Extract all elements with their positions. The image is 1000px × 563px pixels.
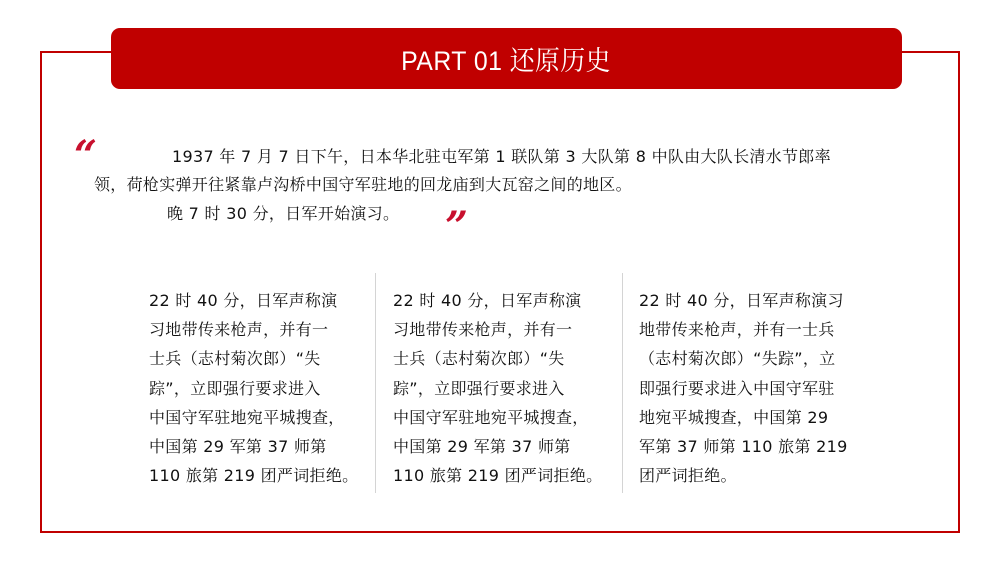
text-column-2 [393,286,602,490]
text-column-1 [149,286,358,490]
text-column-3 [639,286,848,490]
column-line: 中国守军驻地宛平城搜查， [149,407,345,427]
column-line: 中国守军驻地宛平城搜查， [393,407,589,427]
column-line: 士兵（志村菊次郎）“失 [393,349,565,369]
column-line: 踪”，立即强行要求进入 [393,378,565,398]
column-line: 地宛平城搜查，中国第 29 [639,407,829,427]
column-line: 110 旅第 219 团严词拒绝。 [149,466,359,486]
column-line: 士兵（志村菊次郎）“失 [149,349,321,369]
column-line: 习地带传来枪声，并有一 [149,320,329,340]
title-banner [111,28,902,89]
column-line: （志村菊次郎）“失踪”，立 [639,349,836,369]
column-line: 22 时 40 分，日军声称演 [393,291,582,310]
intro-line-2: 领，荷枪实弹开往紧靠卢沟桥中国守军驻地的回龙庙到大瓦窑之间的地区。 [94,175,632,194]
intro-line-1: 1937 年 7 月 7 日下午，日本华北驻屯军第 1 联队第 3 大队第 8 中队由大队长清水节郎率 [172,147,831,166]
column-line: 即强行要求进入中国守军驻 [639,378,835,398]
open-quote-icon: “ [74,132,98,179]
column-divider [622,273,623,493]
column-line: 习地带传来枪声，并有一 [393,320,573,340]
column-line: 地带传来枪声，并有一士兵 [639,320,835,340]
column-line: 中国第 29 军第 37 师第 [149,437,327,457]
page-title: PART 01 还原历史 [401,46,612,76]
close-quote-icon: ” [445,203,469,250]
column-line: 22 时 40 分，日军声称演 [149,291,338,310]
column-divider [375,273,376,493]
column-line: 22 时 40 分，日军声称演习 [639,291,844,310]
column-line: 团严词拒绝。 [639,466,737,486]
column-line: 踪”，立即强行要求进入 [149,378,321,398]
column-line: 中国第 29 军第 37 师第 [393,437,571,457]
column-line: 军第 37 师第 110 旅第 219 [639,437,848,457]
intro-line-3: 晚 7 时 30 分，日军开始演习。 [167,204,400,223]
column-line: 110 旅第 219 团严词拒绝。 [393,466,603,486]
